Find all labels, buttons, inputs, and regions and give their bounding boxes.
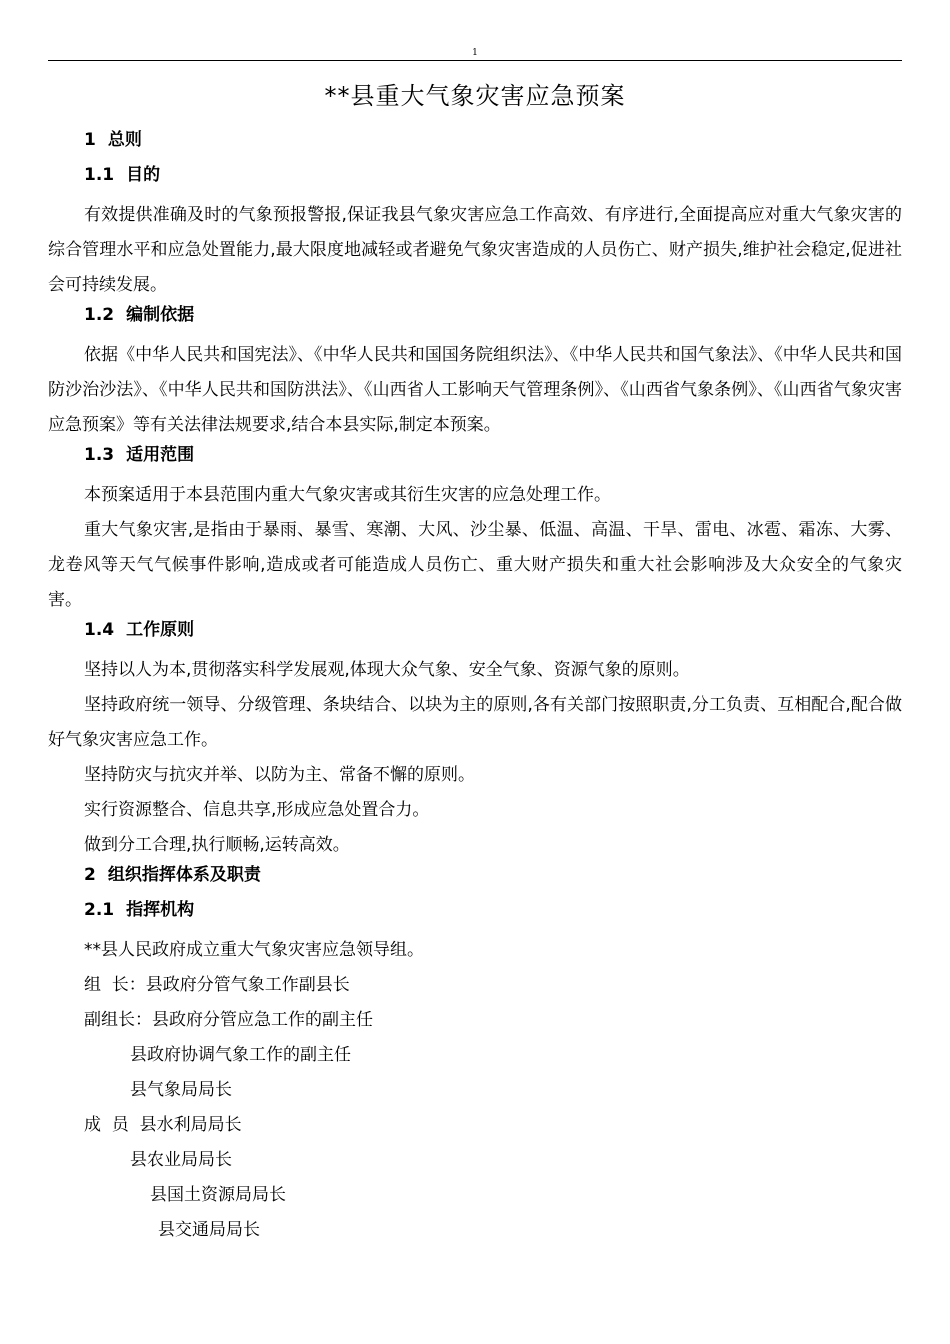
paragraph-principle-1: 坚持以人为本,贯彻落实科学发展观,体现大众气象、安全气象、资源气象的原则。 — [84, 660, 690, 680]
paragraph-principle-2: 坚持政府统一领导、分级管理、条块结合、以块为主的原则,各有关部门按照职责,分工负责、互相配合,配合做好气象灾害应急工作。 — [48, 695, 902, 750]
paragraph-basis: 依据《中华人民共和国宪法》、《中华人民共和国国务院组织法》、《中华人民共和国气象法》、《中华人民共和国防沙治沙法》、《中华人民共和国防洪法》、《山西省人工影响天气管理条例》、《山西省气象条例》、《山西省气象灾害应急预案》等有关法律法规要求,结合本县实际,制定本预案。 — [48, 345, 902, 435]
paragraph-scope: 本预案适用于本县范围内重大气象灾害或其衍生灾害的应急处理工作。 — [84, 485, 611, 505]
heading-number: 1.3 — [84, 445, 115, 465]
heading-number: 1 — [84, 130, 96, 150]
heading-1-2 — [48, 303, 902, 328]
heading-number: 2 — [84, 865, 96, 885]
page-number: 1 — [472, 48, 478, 58]
heading-text: 总则 — [107, 130, 142, 150]
heading-text: 目的 — [126, 165, 161, 185]
deputy-line-3: 县气象局局长 — [130, 1080, 232, 1100]
heading-2-1 — [48, 898, 902, 923]
heading-1 — [48, 128, 902, 153]
heading-text: 适用范围 — [126, 445, 195, 465]
paragraph-purpose: 有效提供准确及时的气象预报警报,保证我县气象灾害应急工作高效、有序进行,全面提高应对重大气象灾害的综合管理水平和应急处置能力,最大限度地减轻或者避免气象灾害造成的人员伤亡、财产损失,维护社会稳定,促进社会可持续发展。 — [48, 205, 902, 295]
heading-1-3 — [48, 443, 902, 468]
leader-line: 组 长：县政府分管气象工作副县长 — [84, 975, 350, 995]
heading-number: 1.4 — [84, 620, 115, 640]
heading-number: 1.1 — [84, 165, 115, 185]
heading-text: 指挥机构 — [126, 900, 195, 920]
header-rule — [48, 60, 902, 61]
heading-2 — [48, 863, 902, 888]
heading-number: 1.2 — [84, 305, 115, 325]
deputy-line-2: 县政府协调气象工作的副主任 — [130, 1045, 351, 1065]
heading-1-1 — [48, 163, 902, 188]
heading-text: 编制依据 — [126, 305, 195, 325]
paragraph-scope-definition: 重大气象灾害,是指由于暴雨、暴雪、寒潮、大风、沙尘暴、低温、高温、干旱、雷电、冰雹、霜冻、大雾、龙卷风等天气气候事件影响,造成或者可能造成人员伤亡、重大财产损失和重大社会影响涉及大众安全的气象灾害。 — [48, 520, 902, 610]
document-title: **县重大气象灾害应急预案 — [324, 82, 626, 110]
paragraph-principle-3: 坚持防灾与抗灾并举、以防为主、常备不懈的原则。 — [84, 765, 475, 785]
member-line-3: 县国土资源局局长 — [150, 1185, 286, 1205]
paragraph-principle-4: 实行资源整合、信息共享,形成应急处置合力。 — [84, 800, 430, 820]
deputy-line: 副组长：县政府分管应急工作的副主任 — [84, 1010, 373, 1030]
heading-number: 2.1 — [84, 900, 115, 920]
document-body — [48, 78, 902, 1248]
heading-1-4 — [48, 618, 902, 643]
heading-text: 工作原则 — [126, 620, 195, 640]
members-line: 成 员 县水利局局长 — [84, 1115, 242, 1135]
command-org-intro: **县人民政府成立重大气象灾害应急领导组。 — [84, 940, 424, 960]
heading-text: 组织指挥体系及职责 — [107, 865, 261, 885]
member-line-2: 县农业局局长 — [130, 1150, 232, 1170]
paragraph-principle-5: 做到分工合理,执行顺畅,运转高效。 — [84, 835, 350, 855]
member-line-4: 县交通局局长 — [158, 1220, 260, 1240]
